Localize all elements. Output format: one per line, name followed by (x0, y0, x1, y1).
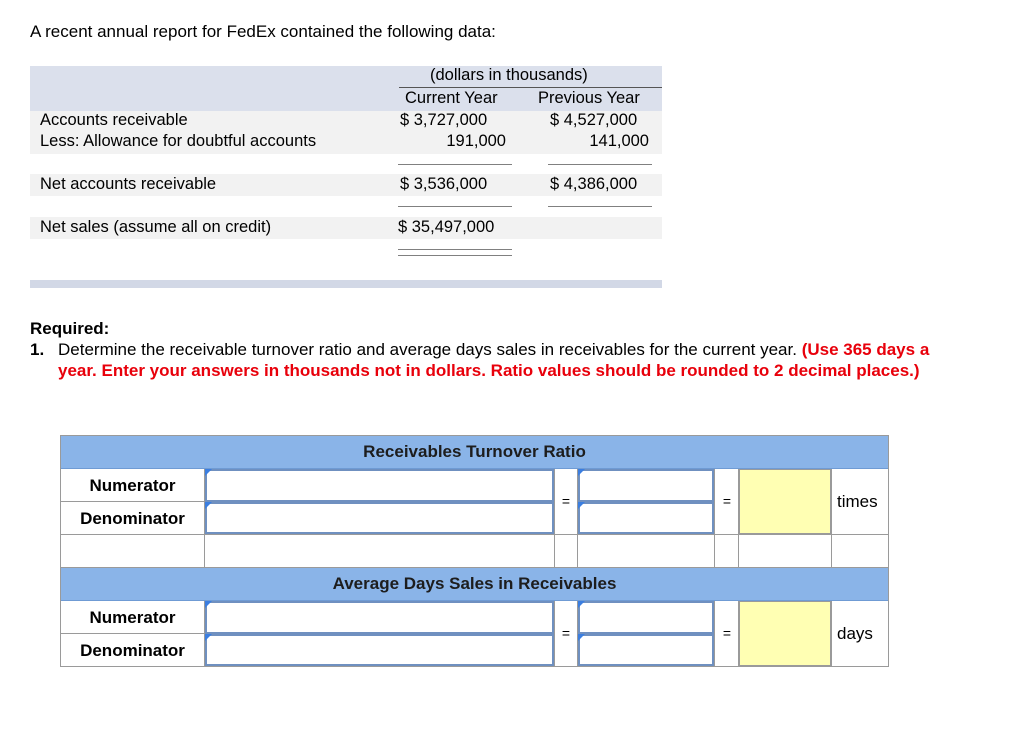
cell-current: $ 3,536,000 (400, 175, 488, 193)
sum-line (548, 206, 652, 207)
turnover-numerator-input[interactable] (205, 469, 554, 502)
unit-header: (dollars in thousands) (430, 66, 588, 84)
sum-line (548, 164, 652, 165)
row-label: Accounts receivable (40, 111, 188, 129)
required-item (30, 339, 930, 381)
days-title: Average Days Sales in Receivables (61, 568, 888, 601)
cell-current: $ 3,727,000 (400, 111, 488, 129)
sum-line (398, 164, 512, 165)
days-numerator-value-input[interactable] (578, 601, 714, 634)
turnover-denominator-input[interactable] (205, 502, 554, 534)
divider (831, 469, 832, 568)
cell-previous: $ 4,527,000 (550, 111, 638, 129)
cell-previous: $ 4,386,000 (550, 175, 638, 193)
divider (61, 633, 205, 634)
col-header-current: Current Year (405, 89, 498, 107)
item-note: (Use 365 days a year. Enter your answers in thousands not in dollars. Ratio values should be rounded to 2 decimal places.) (58, 340, 930, 380)
turnover-unit: times (837, 492, 878, 511)
divider (831, 601, 832, 667)
divider (61, 501, 205, 502)
item-number: 1. (30, 340, 45, 359)
cell-current: 191,000 (446, 132, 506, 150)
dropdown-marker-icon (578, 502, 585, 509)
days-answer-input[interactable] (739, 601, 831, 666)
turnover-answer-input[interactable] (739, 469, 831, 534)
row-label: Less: Allowance for doubtful accounts (40, 132, 317, 150)
turnover-numerator-value-input[interactable] (578, 469, 714, 502)
row-label: Net sales (assume all on credit) (40, 218, 272, 236)
dropdown-marker-icon (578, 469, 585, 476)
days-denominator-value-input[interactable] (578, 634, 714, 666)
required-section (30, 318, 930, 381)
days-denominator-input[interactable] (205, 634, 554, 666)
dropdown-marker-icon (205, 502, 212, 509)
sum-line (398, 206, 512, 207)
double-line (398, 255, 512, 256)
col-header-previous: Previous Year (538, 89, 640, 107)
days-numerator-label: Numerator (89, 608, 176, 627)
double-line (398, 249, 512, 250)
turnover-denominator-value-input[interactable] (578, 502, 714, 534)
dropdown-marker-icon (205, 469, 212, 476)
equals-sign: = (561, 625, 571, 641)
divider (61, 534, 888, 535)
equals-sign: = (722, 625, 732, 641)
intro-text: A recent annual report for FedEx contained the following data: (30, 22, 496, 41)
divider (554, 469, 555, 568)
row-label: Net accounts receivable (40, 175, 217, 193)
table-bottom-bar (30, 280, 662, 288)
divider (714, 469, 715, 568)
turnover-title: Receivables Turnover Ratio (61, 436, 888, 469)
ratio-worksheet (60, 435, 889, 667)
days-unit: days (837, 624, 873, 643)
item-text: Determine the receivable turnover ratio and average days sales in receivables for the current year. (58, 340, 797, 359)
divider (714, 601, 715, 667)
required-heading: Required: (30, 319, 110, 338)
divider (399, 87, 662, 88)
dropdown-marker-icon (578, 601, 585, 608)
financial-data-table (30, 66, 662, 288)
days-numerator-input[interactable] (205, 601, 554, 634)
turnover-numerator-label: Numerator (89, 476, 176, 495)
dropdown-marker-icon (578, 634, 585, 641)
equals-sign: = (722, 493, 732, 509)
turnover-denominator-label: Denominator (80, 509, 185, 528)
dropdown-marker-icon (205, 601, 212, 608)
equals-sign: = (561, 493, 571, 509)
days-denominator-label: Denominator (80, 641, 185, 660)
cell-current: $ 35,497,000 (398, 218, 495, 236)
cell-previous: 141,000 (589, 132, 649, 150)
dropdown-marker-icon (205, 634, 212, 641)
